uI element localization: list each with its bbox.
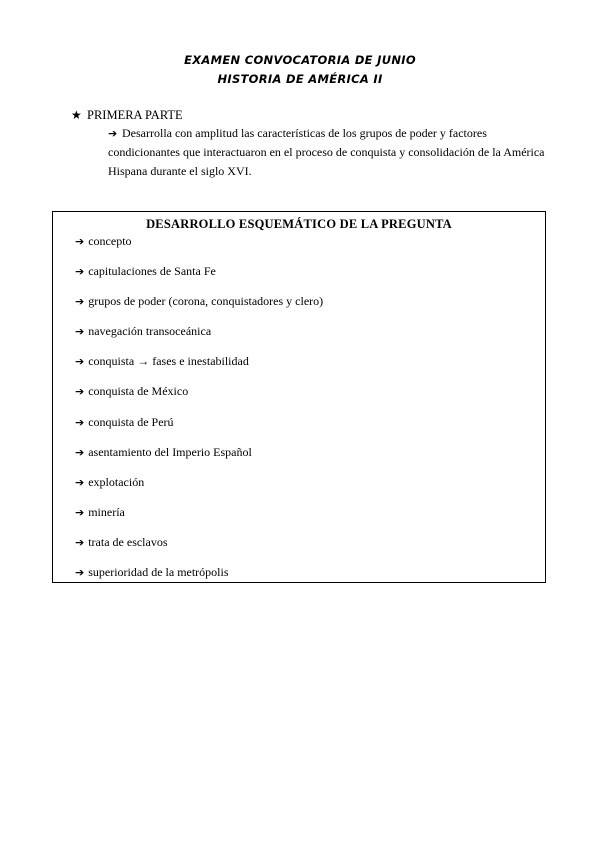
- list-item: [75, 472, 323, 502]
- star-icon: ★: [71, 108, 82, 122]
- arrow-icon: ➔: [75, 445, 85, 459]
- list-item: [75, 562, 323, 592]
- arrow-icon: ➔: [75, 295, 85, 309]
- list-item: [75, 502, 323, 532]
- scheme-list: [75, 231, 323, 592]
- arrow-icon: ➔: [75, 265, 85, 279]
- list-item-text: asentamiento del Imperio Español: [88, 444, 252, 459]
- arrow-icon: ➔: [75, 566, 85, 580]
- section-label: PRIMERA PARTE: [87, 108, 183, 122]
- exam-title: EXAMEN CONVOCATORIA DE JUNIO: [184, 53, 416, 67]
- list-item: [75, 261, 323, 291]
- list-item: [75, 321, 323, 351]
- list-item: [75, 532, 323, 562]
- question-text: Desarrolla con amplitud las características de los grupos de poder y factores condicionantes que interactuaron en el proceso de conquista y consolidación de la América Hispana durante el siglo XVI.: [108, 126, 545, 178]
- list-item-text: minería: [88, 504, 125, 519]
- arrow-icon: ➔: [75, 475, 85, 489]
- section-heading: [71, 108, 183, 123]
- arrow-icon: ➔: [75, 505, 85, 519]
- scheme-title: DESARROLLO ESQUEMÁTICO DE LA PREGUNTA: [146, 217, 452, 231]
- arrow-icon: ➔: [75, 385, 85, 399]
- arrow-icon: ➔: [108, 127, 118, 140]
- list-item-text: navegación transoceánica: [88, 324, 212, 339]
- arrow-icon: ➔: [75, 355, 85, 369]
- list-item: [75, 442, 323, 472]
- list-item-text: trata de esclavos: [88, 534, 168, 549]
- list-item-text: conquista de Perú: [88, 414, 174, 429]
- list-item: [75, 291, 323, 321]
- arrow-icon: ➔: [75, 325, 85, 339]
- list-item-text: capitulaciones de Santa Fe: [88, 264, 216, 279]
- list-item: [75, 381, 323, 411]
- question-block: [108, 124, 548, 181]
- list-item: [75, 412, 323, 442]
- list-item-text: grupos de poder (corona, conquistadores y clero): [88, 294, 324, 309]
- list-item-text: conquista de México: [88, 384, 189, 399]
- scheme-box: [52, 211, 546, 583]
- arrow-icon: ➔: [75, 235, 85, 248]
- list-item-text: concepto: [88, 234, 132, 248]
- list-item: [75, 351, 323, 381]
- exam-subtitle: HISTORIA DE AMÉRICA II: [217, 72, 383, 86]
- list-item: [75, 231, 323, 261]
- arrow-icon: ➔: [75, 535, 85, 549]
- list-item-text: conquista → fases e inestabilidad: [88, 354, 249, 369]
- arrow-icon: ➔: [75, 415, 85, 429]
- list-item-text: explotación: [88, 474, 145, 489]
- list-item-text: superioridad de la metrópolis: [88, 565, 229, 580]
